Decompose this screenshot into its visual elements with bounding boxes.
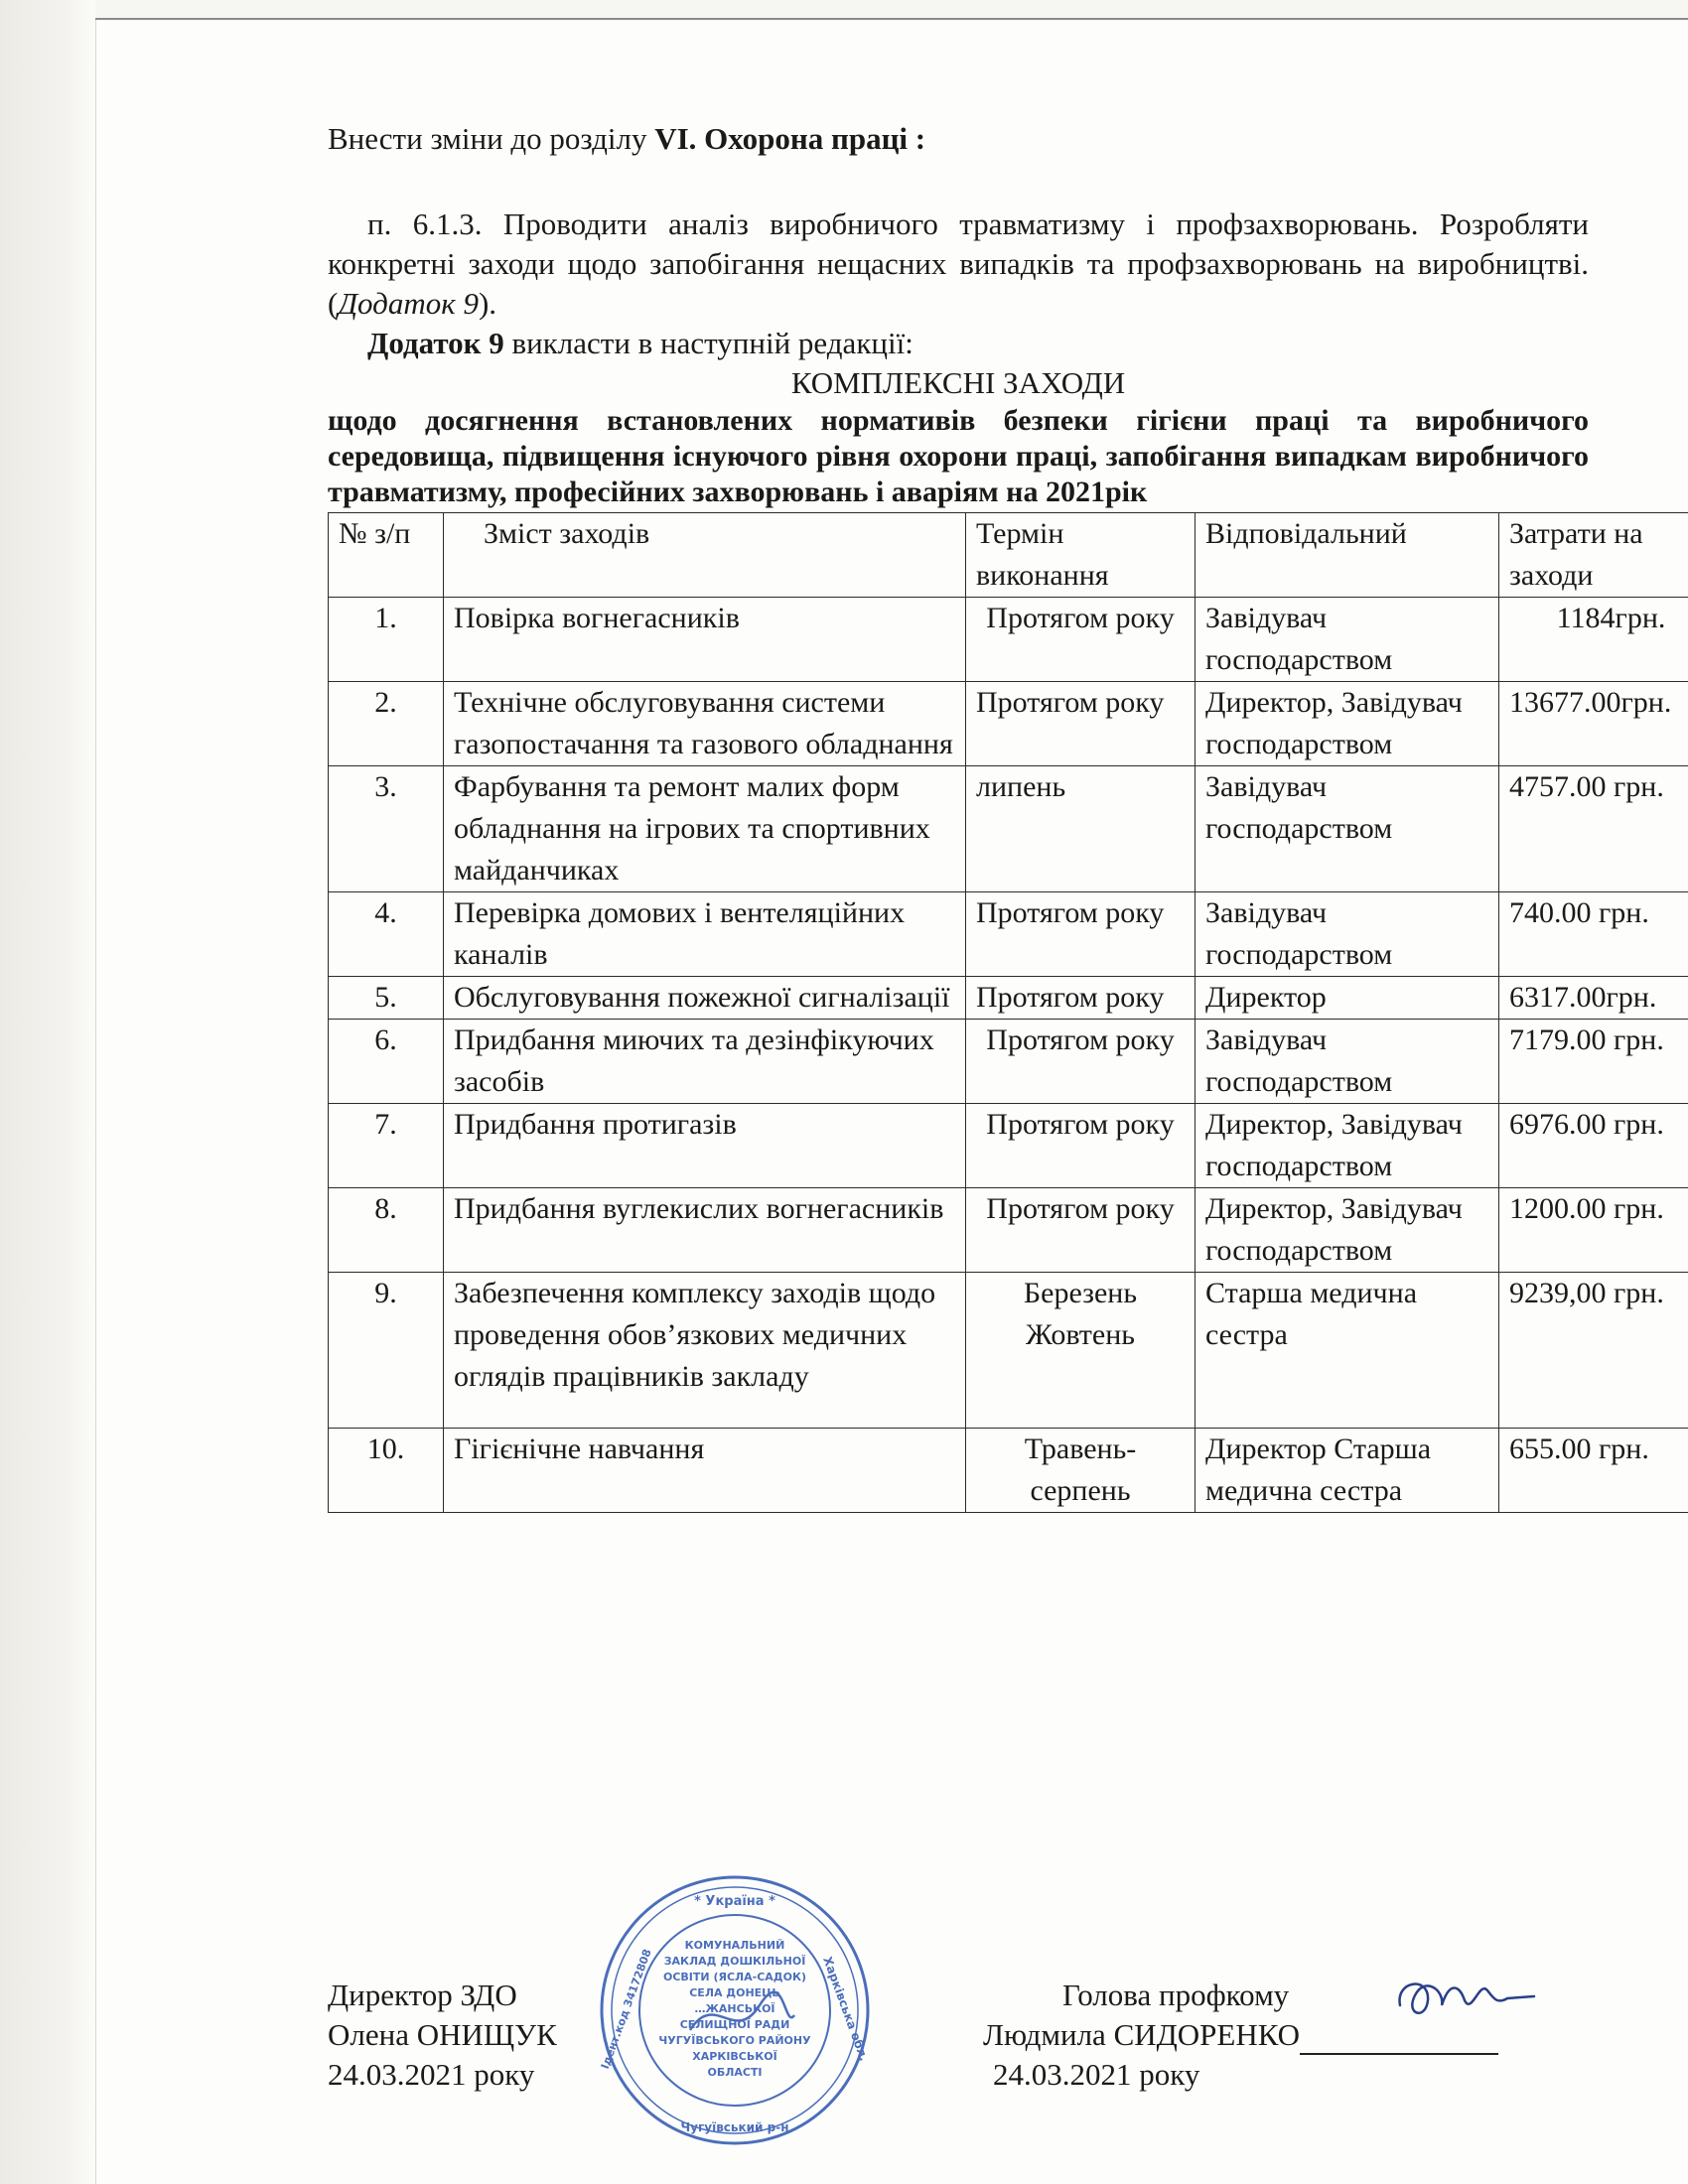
intro-section	[328, 119, 1589, 363]
director-signature	[328, 1976, 557, 2095]
table-row	[329, 682, 1688, 766]
union-head-date: 24.03.2021 року	[993, 2057, 1200, 2092]
item-6-1-3	[328, 205, 1589, 324]
document-title: КОМПЛЕКСНІ ЗАХОДИ	[790, 365, 1126, 400]
row-number: 5.	[329, 977, 444, 1020]
appendix-line-rest: викласти в наступній редакції:	[503, 326, 914, 360]
table-row	[329, 1188, 1688, 1273]
stamp-inner-line: ОБЛАСТІ	[707, 2066, 763, 2079]
stamp-outer-text: Чугуївський р-н	[680, 2120, 789, 2134]
union-head-name: Людмила СИДОРЕНКО	[983, 2017, 1301, 2052]
row-term: липень	[966, 766, 1196, 892]
table-row	[329, 766, 1688, 892]
table-row	[329, 1429, 1688, 1513]
row-responsible: Директор, Завідувач господарством	[1196, 1188, 1499, 1273]
row-responsible: Завідувач господарством	[1196, 598, 1499, 682]
handwritten-signature	[1390, 1961, 1539, 2030]
union-head-title: Голова профкому	[1062, 1978, 1290, 2012]
table-row	[329, 598, 1688, 682]
row-responsible: Директор, Завідувач господарством	[1196, 1104, 1499, 1188]
row-number: 9.	[329, 1273, 444, 1429]
appendix-line	[328, 324, 1589, 363]
header-content: Зміст заходів	[444, 513, 966, 598]
header-cost: Затрати на заходи	[1499, 513, 1688, 598]
table-header-row	[329, 513, 1688, 598]
row-term: Березень Жовтень	[966, 1273, 1196, 1429]
row-cost: 655.00 грн.	[1499, 1429, 1688, 1513]
row-cost: 740.00 грн.	[1499, 892, 1688, 977]
row-content: Перевірка домових і вентеляційних каналів	[444, 892, 966, 977]
item-text-end: ).	[478, 286, 497, 321]
row-term: Протягом року	[966, 598, 1196, 682]
director-name: Олена ОНИЩУК	[328, 2017, 557, 2052]
row-term: Протягом року	[966, 682, 1196, 766]
row-responsible: Завідувач господарством	[1196, 1020, 1499, 1104]
header-term: Термін виконання	[966, 513, 1196, 598]
row-content: Придбання миючих та дезінфікуючих засобів	[444, 1020, 966, 1104]
table-row	[329, 1273, 1688, 1429]
measures-table	[328, 512, 1688, 1513]
row-content: Придбання вуглекислих вогнегасників	[444, 1188, 966, 1273]
row-cost: 7179.00 грн.	[1499, 1020, 1688, 1104]
scan-page-edge	[0, 0, 96, 2184]
table-row	[329, 1020, 1688, 1104]
header-number: № з/п	[329, 513, 444, 598]
row-number: 10.	[329, 1429, 444, 1513]
header-responsible: Відповідальний	[1196, 513, 1499, 598]
row-number: 2.	[329, 682, 444, 766]
row-responsible: Директор	[1196, 977, 1499, 1020]
stamp-inner-line: ЗАКЛАД ДОШКІЛЬНОЇ	[663, 1955, 806, 1968]
row-content: Фарбування та ремонт малих форм обладнання на ігрових та спортивних майданчиках	[444, 766, 966, 892]
stamp-outer-text: Харківська обл.	[820, 1955, 872, 2064]
row-content: Технічне обслуговування системи газопостачання та газового обладнання	[444, 682, 966, 766]
item-text: п. 6.1.3. Проводити аналіз виробничого травматизму і профзахворювань. Розробляти конкретні заходи щодо запобігання нещасних випадків та профзахворювань на виробництві. (	[328, 206, 1589, 321]
row-content: Повірка вогнегасників	[444, 598, 966, 682]
table-row	[329, 892, 1688, 977]
table-row	[329, 977, 1688, 1020]
intro-line-prefix: Внести зміни до розділу	[328, 121, 655, 156]
appendix-label: Додаток 9	[367, 326, 504, 360]
row-responsible: Директор Старша медична сестра	[1196, 1429, 1499, 1513]
row-number: 7.	[329, 1104, 444, 1188]
row-cost: 9239,00 грн.	[1499, 1273, 1688, 1429]
row-responsible: Завідувач господарством	[1196, 892, 1499, 977]
row-content: Гігієнічне навчання	[444, 1429, 966, 1513]
stamp-outer-text: * Україна *	[694, 1894, 775, 1909]
document-body	[328, 119, 1672, 1513]
row-content: Забезпечення комплексу заходів щодо проведення обов’язкових медичних оглядів працівників закладу	[444, 1273, 966, 1429]
stamp-inner-line: ХАРКІВСЬКОЇ	[692, 2050, 777, 2063]
row-term: Протягом року	[966, 977, 1196, 1020]
section-reference: VI. Охорона праці :	[654, 121, 926, 156]
stamp-inner-line: …ЖАНСЬКОЇ	[694, 2002, 775, 2015]
stamp-inner-line: ЧУГУЇВСЬКОГО РАЙОНУ	[658, 2034, 811, 2047]
row-number: 8.	[329, 1188, 444, 1273]
row-number: 3.	[329, 766, 444, 892]
stamp-outer-text: Ідент.код 34172808	[598, 1947, 654, 2071]
row-number: 1.	[329, 598, 444, 682]
appendix-reference: Додаток 9	[338, 286, 479, 321]
stamp-inner-line: СЕЛА ДОНЕЦЬ	[689, 1986, 780, 1999]
row-cost: 6976.00 грн.	[1499, 1104, 1688, 1188]
row-term: Протягом року	[966, 1020, 1196, 1104]
row-term: Протягом року	[966, 1104, 1196, 1188]
director-date: 24.03.2021 року	[328, 2057, 535, 2092]
row-cost: 13677.00грн.	[1499, 682, 1688, 766]
stamp-inner-line: СЕЛИЩНОЇ РАДИ	[679, 2018, 790, 2031]
row-term: Протягом року	[966, 892, 1196, 977]
director-title: Директор ЗДО	[328, 1978, 517, 2012]
row-cost: 1184грн.	[1499, 598, 1688, 682]
row-content: Обслуговування пожежної сигналізації	[444, 977, 966, 1020]
stamp-inner-line: ОСВІТИ (ЯСЛА-САДОК)	[663, 1971, 806, 1983]
row-responsible: Завідувач господарством	[1196, 766, 1499, 892]
document-subtitle: щодо досягнення встановлених нормативів безпеки гігієни праці та виробничого середовища, підвищення існуючого рівня охорони праці, запобігання випадкам виробничого травматизму, професійних захворювань і аваріям на 2021рік	[328, 404, 1589, 508]
stamp-inner-line: КОМУНАЛЬНИЙ	[684, 1939, 785, 1952]
table-row	[329, 1104, 1688, 1188]
row-responsible: Директор, Завідувач господарством	[1196, 682, 1499, 766]
row-cost: 1200.00 грн.	[1499, 1188, 1688, 1273]
row-cost: 4757.00 грн.	[1499, 766, 1688, 892]
row-content: Придбання протигазів	[444, 1104, 966, 1188]
row-number: 4.	[329, 892, 444, 977]
row-term: Травень-серпень	[966, 1429, 1196, 1513]
official-stamp	[596, 1871, 874, 2149]
intro-line	[328, 119, 1589, 159]
row-responsible: Старша медична сестра	[1196, 1273, 1499, 1429]
row-cost: 6317.00грн.	[1499, 977, 1688, 1020]
row-number: 6.	[329, 1020, 444, 1104]
row-term: Протягом року	[966, 1188, 1196, 1273]
scan-top-edge	[95, 0, 1688, 20]
